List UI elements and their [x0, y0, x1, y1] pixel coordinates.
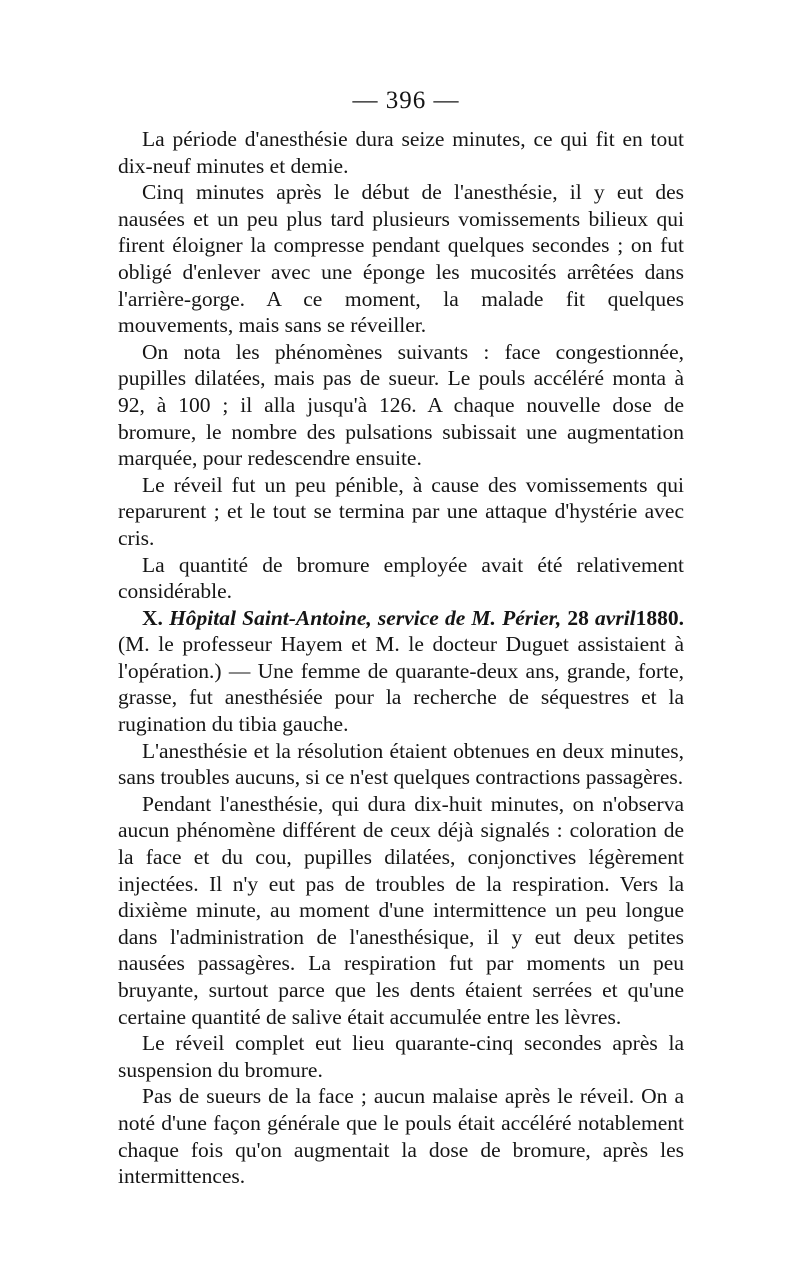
case-date-year: 1880. [635, 605, 685, 630]
case-place: Hôpital Saint-Antoine, service de M. Périer, [169, 605, 562, 630]
paragraph: Cinq minutes après le début de l'anesthésie, il y eut des nausées et un peu plus tard plusieurs vomissements bilieux qui firent éloigner la compresse pendant quelques secondes ; on fut obligé d'enlever avec une éponge les mucosités arrêtées dans l'arrière-gorge. A ce moment, la malade fit quelques mouvements, mais sans se réveiller. [118, 180, 684, 338]
paragraph: Pas de sueurs de la face ; aucun malaise après le réveil. On a noté d'une façon générale que le pouls était accéléré notablement chaque fois qu'on augmentait la dose de bromure, après les intermittences. [118, 1084, 684, 1189]
case-paragraph [118, 605, 684, 738]
paragraph: La période d'anesthésie dura seize minutes, ce qui fit en tout dix-neuf minutes et demie. [118, 127, 684, 178]
paragraph: On nota les phénomènes suivants : face congestionnée, pupilles dilatées, mais pas de sueur. Le pouls accéléré monta à 92, à 100 ; il alla jusqu'à 126. A chaque nouvelle dose de bromure, le nombre des pulsations subissait une augmentation marquée, pour redescendre ensuite. [118, 339, 684, 471]
paragraph: La quantité de bromure employée avait été relativement considérable. [118, 552, 684, 604]
paragraph: L'anesthésie et la résolution étaient obtenues en deux minutes, sans troubles aucuns, si ce n'est quelques contractions passagères. [118, 738, 684, 790]
paragraph: Le réveil complet eut lieu quarante-cinq secondes après la suspension du bromure. [118, 1031, 684, 1082]
book-page [118, 86, 684, 1190]
body-text [118, 126, 684, 1190]
paragraph: Le réveil fut un peu pénible, à cause des vomissements qui reparurent ; et le tout se termina par une attaque d'hystérie avec cris. [118, 472, 684, 550]
case-date-day: 28 [567, 605, 589, 630]
paragraph: Pendant l'anesthésie, qui dura dix-huit minutes, on n'observa aucun phénomène différent de ceux déjà signalés : coloration de la face et du cou, pupilles dilatées, conjonctives légèrement injectées. Il n'y eut pas de troubles de la respiration. Vers la dixième minute, au moment d'une intermittence un peu longue dans l'administration de l'anesthésique, il y eut deux petites nausées passagères. La respiration fut par moments un peu bruyante, surtout parce que les dents étaient serrées et qu'une certaine quantité de salive était accumulée entre les lèvres. [118, 791, 684, 1029]
page-number: — 396 — [352, 87, 460, 114]
case-number: X. [142, 605, 163, 630]
case-text: (M. le professeur Hayem et M. le docteur Duguet assistaient à l'opération.) — Une femme de quarante-deux ans, grande, forte, grasse, fut anesthésiée pour la recherche de séquestres et la rugination du tibia gauche. [118, 632, 684, 737]
case-date-month: avril [595, 605, 636, 630]
